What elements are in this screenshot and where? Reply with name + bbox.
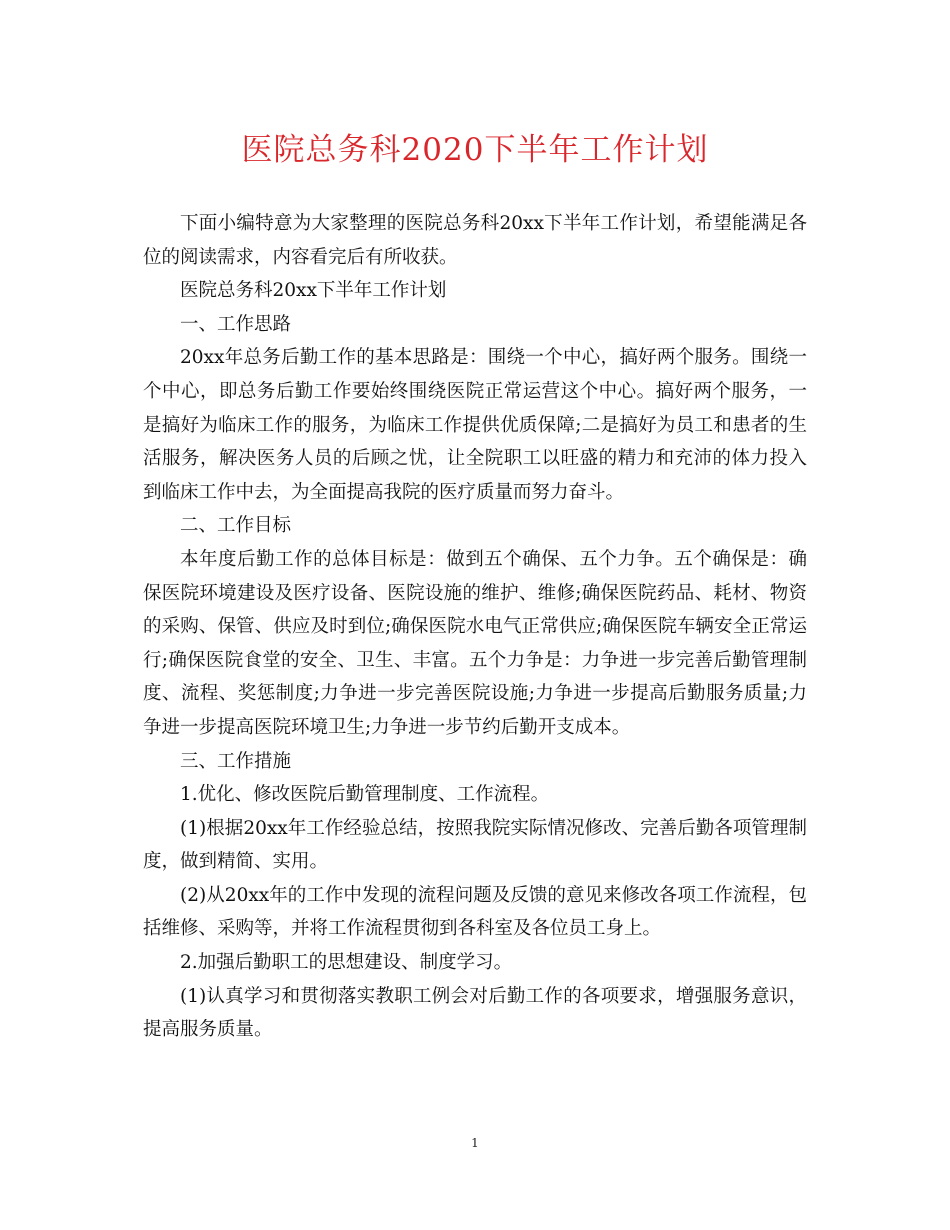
document-body xyxy=(143,207,807,1047)
measure-1-item-2: (2)从20xx年的工作中发现的流程问题及反馈的意见来修改各项工作流程，包括维修、采购等，并将工作流程贯彻到各科室及各位员工身上。 xyxy=(143,884,807,940)
subtitle-paragraph: 医院总务科20xx下半年工作计划 xyxy=(180,280,447,302)
measure-2-item-1: (1)认真学习和贯彻落实教职工例会对后勤工作的各项要求，增强服务意识，提高服务质量。 xyxy=(143,985,807,1041)
measure-1-heading: 1.优化、修改医院后勤管理制度、工作流程。 xyxy=(180,784,550,806)
document-title: 医院总务科2020下半年工作计划 xyxy=(241,132,709,168)
section-heading-3: 三、工作措施 xyxy=(180,750,292,772)
measure-2-heading: 2.加强后勤职工的思想建设、制度学习。 xyxy=(180,952,513,974)
section-heading-1: 一、工作思路 xyxy=(180,313,292,335)
section-1-paragraph: 20xx年总务后勤工作的基本思路是：围绕一个中心，搞好两个服务。围绕一个中心，即总务后勤工作要始终围绕医院正常运营这个中心。搞好两个服务，一是搞好为临床工作的服务，为临床工作提供优质保障;二是搞好为员工和患者的生活服务，解决医务人员的后顾之忧，让全院职工以旺盛的精力和充沛的体力投入到临床工作中去，为全面提高我院的医疗质量而努力奋斗。 xyxy=(143,347,807,503)
intro-paragraph: 下面小编特意为大家整理的医院总务科20xx下半年工作计划，希望能满足各位的阅读需求，内容看完后有所收获。 xyxy=(143,213,807,268)
measure-1-item-1: (1)根据20xx年工作经验总结，按照我院实际情况修改、完善后勤各项管理制度，做到精简、实用。 xyxy=(143,817,807,873)
section-heading-2: 二、工作目标 xyxy=(180,515,292,537)
page-number: 1 xyxy=(471,1136,479,1150)
section-2-paragraph: 本年度后勤工作的总体目标是：做到五个确保、五个力争。五个确保是：确保医院环境建设及医疗设备、医院设施的维护、维修;确保医院药品、耗材、物资的采购、保管、供应及时到位;确保医院水电气正常供应;确保医院车辆安全正常运行;确保医院食堂的安全、卫生、丰富。五个力争是：力争进一步完善后勤管理制度、流程、奖惩制度;力争进一步完善医院设施;力争进一步提高后勤服务质量;力争进一步提高医院环境卫生;力争进一步节约后勤开支成本。 xyxy=(143,548,807,738)
